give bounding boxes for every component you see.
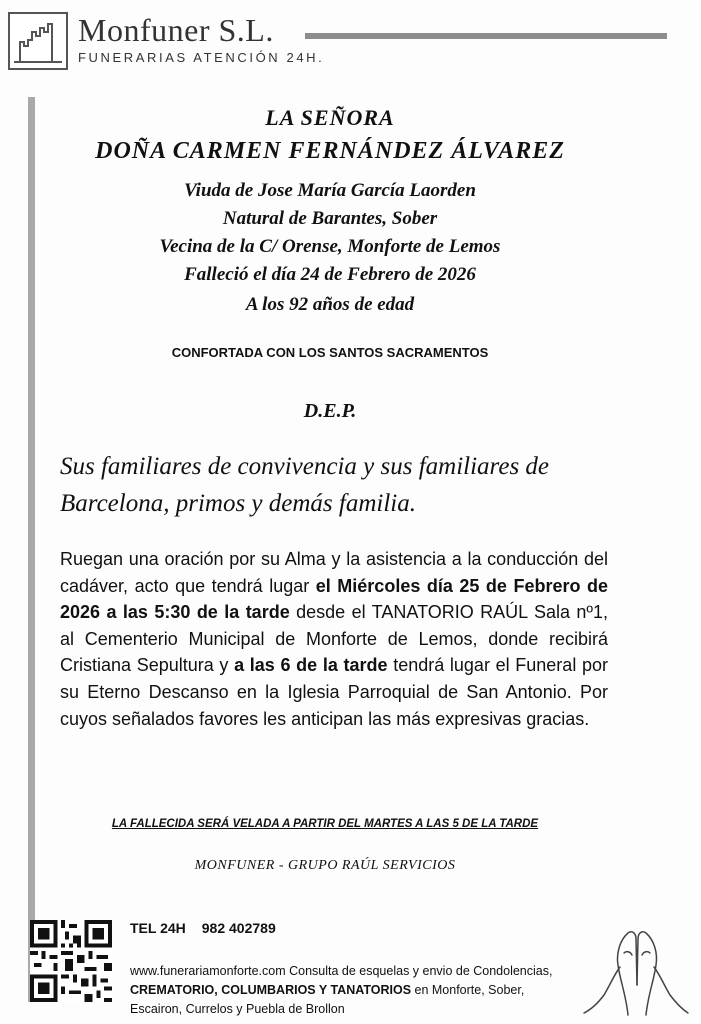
body-part-1: Ruegan una oración por su Alma y la asistencia a la conducción del cadáver, acto que tendrá lugar	[60, 549, 608, 596]
body-text	[60, 546, 608, 732]
notice-title: LA SEÑORA	[265, 105, 395, 130]
phone-line	[130, 920, 276, 936]
brand-tagline: FUNERARIAS ATENCIÓN 24H.	[78, 50, 325, 65]
rip-line: D.E.P.	[303, 400, 357, 422]
family-text: Sus familiares de convivencia y sus familiares de Barcelona, primos y demás familia.	[60, 453, 550, 517]
phone-label: TEL 24H	[130, 920, 186, 936]
side-bar	[28, 97, 35, 1002]
castle-tower-icon	[8, 12, 68, 70]
body-part-3: tendrá lugar el Funeral por su Eterno Descanso en la Iglesia Parroquial de San Antonio. Por cuyos señalados favores les anticipan las más expresivas gracias.	[60, 655, 608, 729]
native-of: Natural de Barantes, Sober	[222, 208, 438, 229]
praying-hands-icon	[580, 925, 690, 1020]
footer-part-2: en Monforte, Sober, Escairon, Currelos y Puebla de Brollon	[130, 983, 525, 1016]
footer-part-1: Consulta de esquelas y envio de Condolencias,	[285, 964, 553, 978]
group-name: MONFUNER - GRUPO RAÚL SERVICIOS	[194, 858, 456, 873]
age: A los 92 años de edad	[245, 294, 415, 315]
phone-number[interactable]: 982 402789	[201, 920, 276, 936]
deceased-name: DOÑA CARMEN FERNÁNDEZ ÁLVAREZ	[95, 138, 565, 164]
widow-of: Viuda de Jose María García Laorden	[184, 180, 476, 201]
death-date: Falleció el día 24 de Febrero de 2026	[184, 264, 476, 285]
resident-of: Vecina de la C/ Orense, Monforte de Lemos	[159, 236, 501, 257]
body-bold-2: a las 6 de la tarde	[234, 655, 388, 676]
brand-name: Monfuner S.L.	[78, 12, 274, 48]
body-bold-1: el Miércoles día 25 de Febrero de 2026 a las 5:30 de la tarde	[60, 575, 608, 623]
footer-text	[130, 962, 560, 1019]
body-part-2: desde el TANATORIO RAÚL Sala nº1, al Cementerio Municipal de Monforte de Lemos, donde recibirá Cristiana Sepultura y	[60, 602, 608, 676]
footer-bold: CREMATORIO, COLUMBARIOS Y TANATORIOS	[130, 983, 412, 997]
sacraments-line: CONFORTADA CON LOS SANTOS SACRAMENTOS	[171, 345, 489, 360]
qr-code-icon	[30, 920, 112, 1002]
website-link[interactable]: www.funerariamonforte.com	[130, 964, 286, 978]
header-divider	[305, 33, 667, 39]
wake-notice: LA FALLECIDA SERÁ VELADA A PARTIR DEL MARTES A LAS 5 DE LA TARDE	[111, 818, 539, 830]
header	[0, 0, 701, 80]
